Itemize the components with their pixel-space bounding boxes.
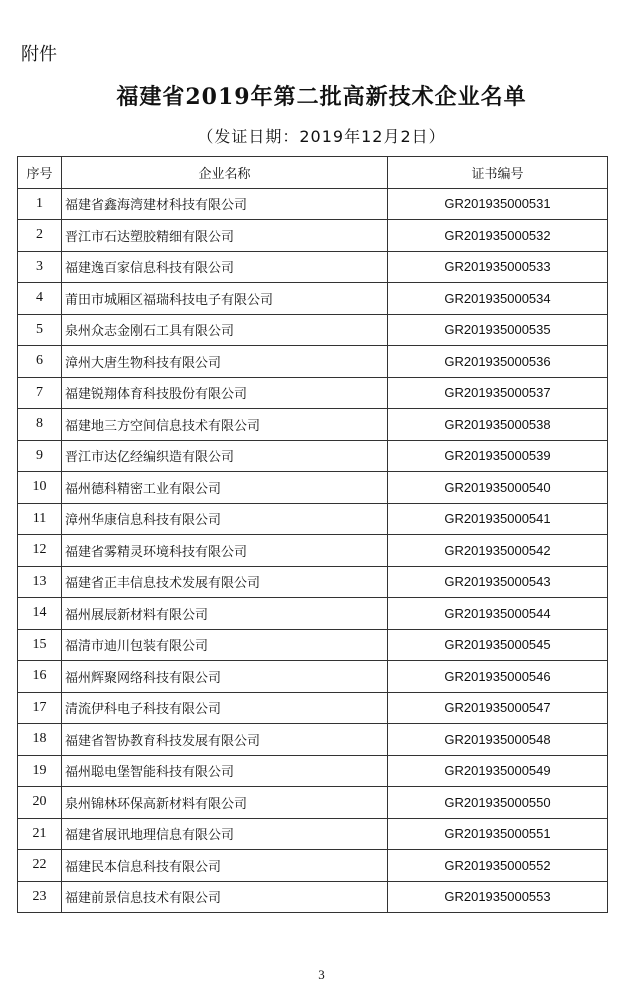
issue-date-subtitle: （发证日期：2019年12月2日）	[197, 127, 446, 146]
table-row	[18, 535, 608, 567]
row-company-name: 福建省展讯地理信息有限公司	[62, 818, 388, 850]
table-row	[18, 346, 608, 378]
row-seq: 22	[18, 850, 62, 882]
row-seq: 20	[18, 787, 62, 819]
table-row	[18, 566, 608, 598]
table-row	[18, 850, 608, 882]
row-seq: 9	[18, 440, 62, 472]
row-company-name: 福州德科精密工业有限公司	[62, 472, 388, 504]
row-cert-number: GR201935000541	[388, 503, 608, 535]
row-seq: 15	[18, 629, 62, 661]
enterprise-table	[17, 156, 608, 913]
table-row	[18, 881, 608, 913]
table-row	[18, 661, 608, 693]
page-number: 3	[318, 967, 325, 982]
row-cert-number: GR201935000553	[388, 881, 608, 913]
header-cert: 证书编号	[388, 157, 608, 189]
row-seq: 3	[18, 251, 62, 283]
table-row	[18, 440, 608, 472]
row-seq: 12	[18, 535, 62, 567]
row-company-name: 漳州大唐生物科技有限公司	[62, 346, 388, 378]
row-seq: 19	[18, 755, 62, 787]
row-cert-number: GR201935000547	[388, 692, 608, 724]
table-row	[18, 188, 608, 220]
row-seq: 18	[18, 724, 62, 756]
row-cert-number: GR201935000536	[388, 346, 608, 378]
row-seq: 11	[18, 503, 62, 535]
row-cert-number: GR201935000531	[388, 188, 608, 220]
table-row	[18, 283, 608, 315]
header-name: 企业名称	[62, 157, 388, 189]
table-row	[18, 787, 608, 819]
table-row	[18, 251, 608, 283]
row-cert-number: GR201935000549	[388, 755, 608, 787]
row-company-name: 晋江市达亿经编织造有限公司	[62, 440, 388, 472]
row-seq: 1	[18, 188, 62, 220]
row-cert-number: GR201935000551	[388, 818, 608, 850]
row-cert-number: GR201935000534	[388, 283, 608, 315]
row-company-name: 福建锐翔体育科技股份有限公司	[62, 377, 388, 409]
row-company-name: 漳州华康信息科技有限公司	[62, 503, 388, 535]
row-company-name: 晋江市石达塑胶精细有限公司	[62, 220, 388, 252]
row-seq: 23	[18, 881, 62, 913]
row-company-name: 福州聪电堡智能科技有限公司	[62, 755, 388, 787]
row-cert-number: GR201935000548	[388, 724, 608, 756]
row-seq: 16	[18, 661, 62, 693]
row-cert-number: GR201935000539	[388, 440, 608, 472]
row-company-name: 福建地三方空间信息技术有限公司	[62, 409, 388, 441]
attachment-label: 附件	[21, 44, 57, 65]
row-seq: 21	[18, 818, 62, 850]
row-company-name: 清流伊科电子科技有限公司	[62, 692, 388, 724]
row-company-name: 福建逸百家信息科技有限公司	[62, 251, 388, 283]
row-cert-number: GR201935000552	[388, 850, 608, 882]
table-row	[18, 472, 608, 504]
row-company-name: 莆田市城厢区福瑞科技电子有限公司	[62, 283, 388, 315]
row-cert-number: GR201935000540	[388, 472, 608, 504]
table-row	[18, 409, 608, 441]
table-header-row	[18, 157, 608, 189]
table-row	[18, 724, 608, 756]
row-cert-number: GR201935000532	[388, 220, 608, 252]
table-row	[18, 598, 608, 630]
row-company-name: 福建民本信息科技有限公司	[62, 850, 388, 882]
row-cert-number: GR201935000543	[388, 566, 608, 598]
row-cert-number: GR201935000537	[388, 377, 608, 409]
row-seq: 6	[18, 346, 62, 378]
table-row	[18, 377, 608, 409]
row-company-name: 福建前景信息技术有限公司	[62, 881, 388, 913]
row-cert-number: GR201935000550	[388, 787, 608, 819]
table-row	[18, 818, 608, 850]
row-seq: 17	[18, 692, 62, 724]
row-company-name: 福建省雾精灵环境科技有限公司	[62, 535, 388, 567]
row-cert-number: GR201935000533	[388, 251, 608, 283]
row-cert-number: GR201935000546	[388, 661, 608, 693]
header-seq: 序号	[18, 157, 62, 189]
row-company-name: 福州展辰新材料有限公司	[62, 598, 388, 630]
row-seq: 5	[18, 314, 62, 346]
row-company-name: 福建省鑫海湾建材科技有限公司	[62, 188, 388, 220]
row-company-name: 泉州锦林环保高新材料有限公司	[62, 787, 388, 819]
row-company-name: 福建省智协教育科技发展有限公司	[62, 724, 388, 756]
row-seq: 8	[18, 409, 62, 441]
row-cert-number: GR201935000544	[388, 598, 608, 630]
row-seq: 2	[18, 220, 62, 252]
row-cert-number: GR201935000538	[388, 409, 608, 441]
row-company-name: 福州辉聚网络科技有限公司	[62, 661, 388, 693]
row-seq: 13	[18, 566, 62, 598]
row-company-name: 泉州众志金刚石工具有限公司	[62, 314, 388, 346]
table-row	[18, 314, 608, 346]
row-seq: 7	[18, 377, 62, 409]
row-seq: 4	[18, 283, 62, 315]
page-title: 福建省2019年第二批高新技术企业名单	[116, 84, 527, 110]
table-row	[18, 692, 608, 724]
row-cert-number: GR201935000542	[388, 535, 608, 567]
row-cert-number: GR201935000545	[388, 629, 608, 661]
table-row	[18, 503, 608, 535]
row-company-name: 福建省正丰信息技术发展有限公司	[62, 566, 388, 598]
table-row	[18, 220, 608, 252]
table-row	[18, 629, 608, 661]
row-seq: 14	[18, 598, 62, 630]
row-company-name: 福清市迪川包装有限公司	[62, 629, 388, 661]
row-cert-number: GR201935000535	[388, 314, 608, 346]
row-seq: 10	[18, 472, 62, 504]
table-row	[18, 755, 608, 787]
